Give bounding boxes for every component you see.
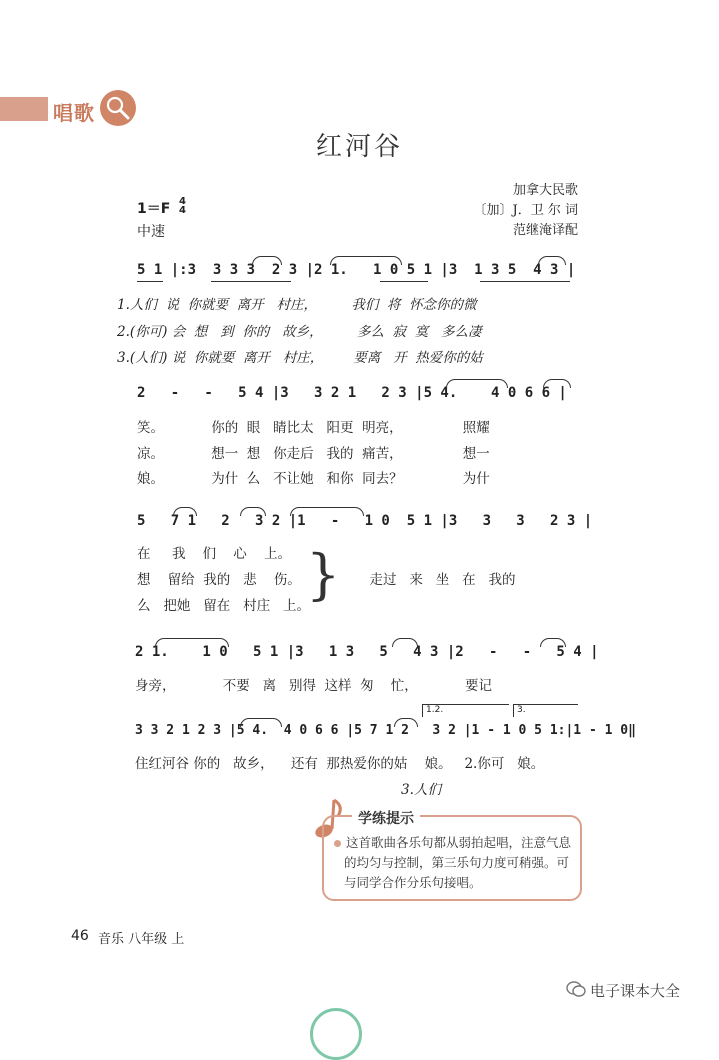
credit-origin: 加拿大民歌 <box>512 183 578 198</box>
tempo-marking: 中速 <box>137 224 165 240</box>
tie-mark <box>290 507 364 516</box>
watermark-text: 电子课本大全 <box>590 982 681 1000</box>
verse-brace: } <box>306 543 341 606</box>
book-title: 音乐 八年级 上 <box>98 932 185 947</box>
time-signature <box>179 197 186 215</box>
bullet-icon <box>334 840 341 847</box>
notation-line-4: 2 1. 1 0 5 1 |3 1 3 5 4 3 |2 - - 5 4 | <box>135 644 599 660</box>
tie-mark <box>446 379 508 388</box>
tie-mark <box>538 256 566 265</box>
tie-mark <box>540 638 566 647</box>
tip-text: 这首歌曲各乐句都从弱拍起唱，注意气息的均匀与控制，第三乐句力度可稍强。可与同学合作分乐句接唱。 <box>344 835 572 890</box>
lyric-verse-3: 么 把她 留在 村庄 上。 <box>137 598 310 614</box>
lyric-verse-3: 娘。 为什 么 不让她 和你 同去？ 为什 <box>137 471 490 487</box>
credit-translator: 范继淹译配 <box>512 223 578 238</box>
lyric-verse-2: 凉。 想一 想 你走后 我的 痛苦， 想一 <box>137 446 490 462</box>
lyric-line-5: 住红河谷 你的 故乡， 还有 那热爱你的姑 娘。 2.你可 娘。 <box>135 756 545 772</box>
key-signature: 1＝F <box>137 201 171 217</box>
song-title: 红河谷 <box>315 132 403 162</box>
lyric-verse-1: 1.人们 说 你就要 离开 村庄， 我们 将 怀念你的微 <box>117 297 477 313</box>
time-signature-top: 4 <box>179 196 186 207</box>
notation-line-5: 3 3 2 1 2 3 |5 4. 4 0 6 6 |5 7 1 2 3 2 |1 - 1 0 5 1:|1 - 1 0‖ <box>135 723 636 738</box>
song-credits <box>474 181 578 241</box>
decorative-circle <box>310 1008 362 1060</box>
time-signature-bottom: 4 <box>179 205 186 216</box>
tie-mark <box>173 507 197 516</box>
tie-mark <box>392 638 418 647</box>
tie-mark <box>252 256 282 265</box>
volta-number-2: 3. <box>517 705 526 715</box>
lyric-verse-3: 3.(人们) 说 你就要 离开 村庄， 要离 开 热爱你的姑 <box>117 350 483 366</box>
page-number: 46 <box>71 928 89 944</box>
tie-mark <box>240 507 266 516</box>
beat-underline <box>211 281 291 282</box>
lyric-verse-2: 想 留给 我的 悲 伤。 走过 来 坐 在 我的 <box>137 572 516 588</box>
lyric-line-5b: 3.人们 <box>135 782 441 798</box>
beat-underline <box>380 281 428 282</box>
tie-mark <box>330 256 402 265</box>
tie-mark <box>155 638 229 647</box>
section-label: 唱歌 <box>53 101 95 125</box>
lyric-verse-1: 笑。 你的 眼 睛比太 阳更 明亮， 照耀 <box>137 420 490 436</box>
lyric-verse-1: 在 我 们 心 上。 <box>137 546 291 562</box>
chat-bubble-icon <box>566 980 586 998</box>
beat-underline <box>480 281 570 282</box>
section-banner-bar <box>0 97 48 121</box>
tip-heading: 学练提示 <box>352 808 420 828</box>
beat-underline <box>137 281 163 282</box>
volta-number-1: 1.2. <box>426 705 444 715</box>
microphone-icon <box>100 90 136 126</box>
tie-mark <box>240 718 282 727</box>
credit-lyricist: 〔加〕J．卫 尔 词 <box>473 203 578 218</box>
notation-line-1: 5 1 |:3 3 3 3 2 3 |2 1. 1 0 5 1 |3 1 3 5 4 3 | <box>137 262 576 278</box>
tie-mark <box>543 379 571 388</box>
lyric-verse-2: 2.(你可) 会 想 到 你的 故乡， 多么 寂 寞 多么凄 <box>117 324 482 340</box>
tie-mark <box>394 718 418 727</box>
notation-line-3: 5 7 1 2 3 2 |1 - 1 0 5 1 |3 3 3 2 3 | <box>137 513 593 529</box>
notation-line-2: 2 - - 5 4 |3 3 2 1 2 3 |5 4. 4 0 6 6 | <box>137 385 567 401</box>
lyric-line-4: 身旁， 不要 离 别得 这样 匆 忙， 要记 <box>135 678 492 694</box>
